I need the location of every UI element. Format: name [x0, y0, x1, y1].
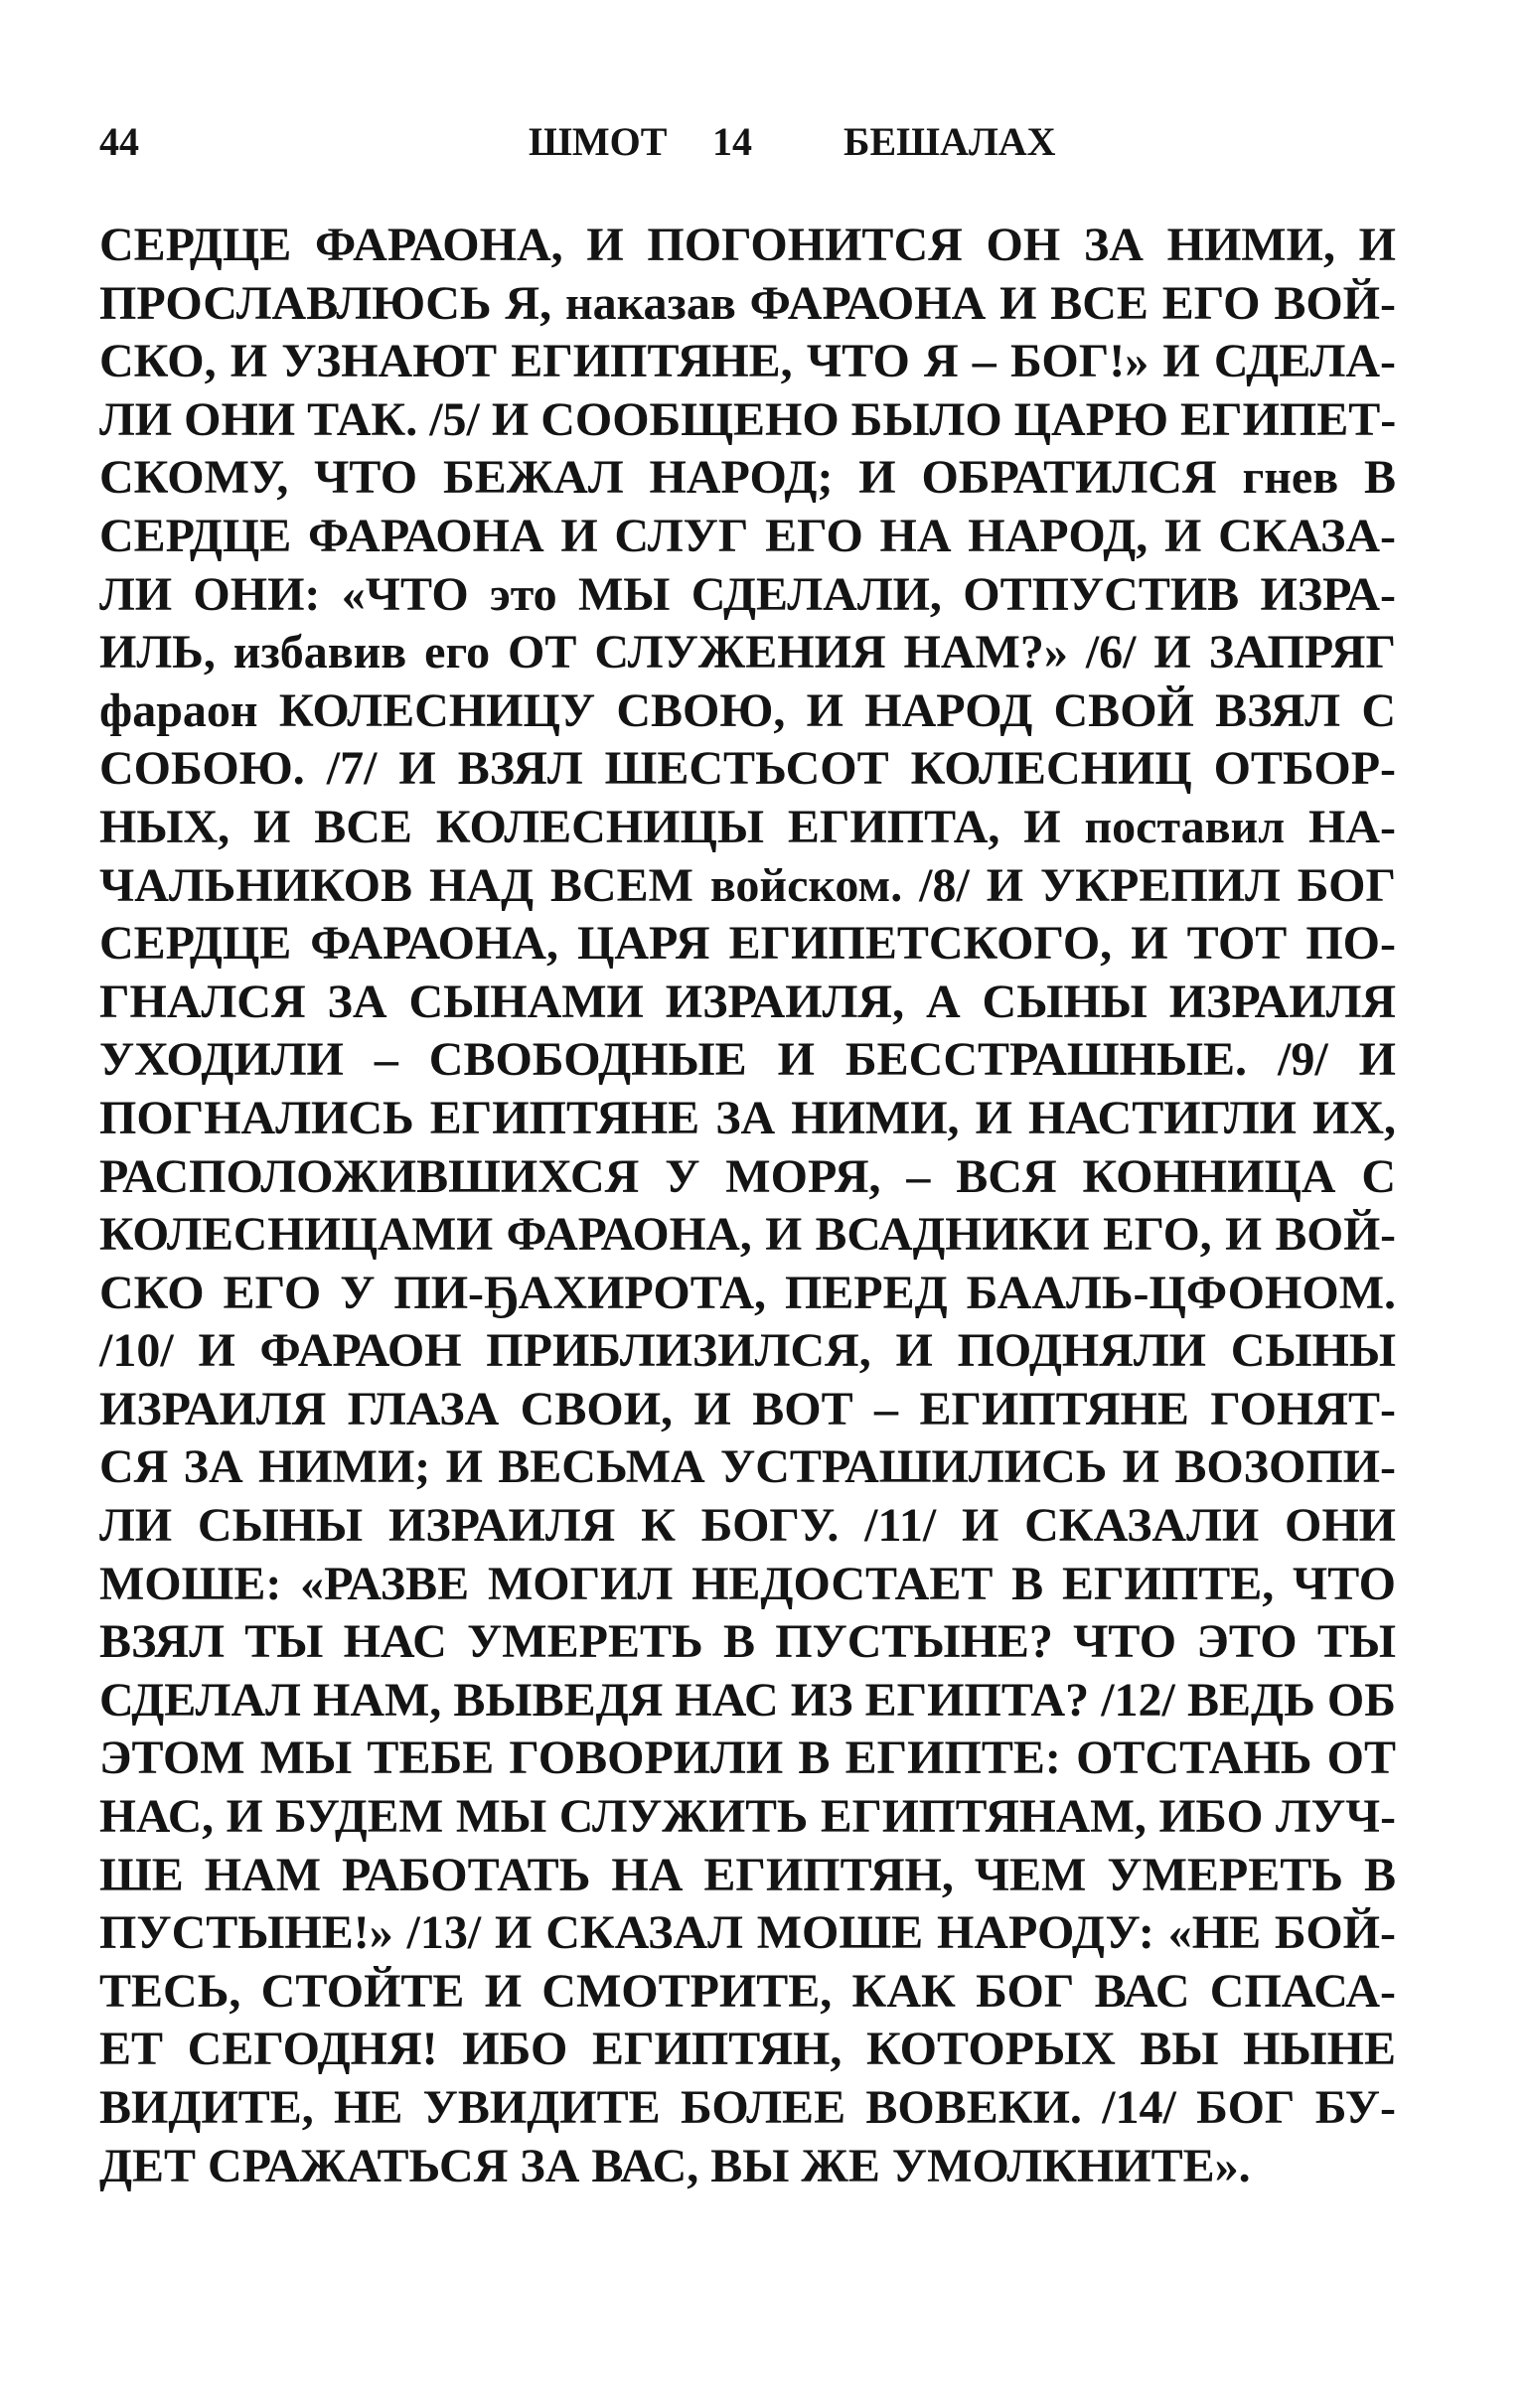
- text-line: ПУСТЫНЕ!» /13/ И СКАЗАЛ МОШЕ НАРОДУ: «НЕ БОЙ-: [99, 1906, 1396, 1960]
- text-line: /10/ И ФАРАОН ПРИБЛИЗИЛСЯ, И ПОДНЯЛИ СЫНЫ: [99, 1324, 1396, 1378]
- text-line: УХОДИЛИ – СВОБОДНЫЕ И БЕССТРАШНЫЕ. /9/ И: [99, 1033, 1396, 1087]
- text-line: НАС, И БУДЕМ МЫ СЛУЖИТЬ ЕГИПТЯНАМ, ИБО ЛУЧ-: [99, 1791, 1396, 1844]
- text-line: ДЕТ СРАЖАТЬСЯ ЗА ВАС, ВЫ ЖЕ УМОЛКНИТЕ».: [99, 2139, 1251, 2192]
- text-line: СКОМУ, ЧТО БЕЖАЛ НАРОД; И ОБРАТИЛСЯ гнев В: [99, 451, 1396, 505]
- text-line: СЕРДЦЕ ФАРАОНА, И ПОГОНИТСЯ ОН ЗА НИМИ, И: [99, 219, 1396, 271]
- text-line: ИЗРАИЛЯ ГЛАЗА СВОИ, И ВОТ – ЕГИПТЯНЕ ГОНЯТ-: [99, 1382, 1396, 1435]
- text-line: МОШЕ: «РАЗВЕ МОГИЛ НЕДОСТАЕТ В ЕГИПТЕ, ЧТО: [99, 1557, 1396, 1610]
- text-line: ПРОСЛАВЛЮСЬ Я, наказав ФАРАОНА И ВСЕ ЕГО ВОЙ-: [99, 276, 1396, 330]
- text-line: СЕРДЦЕ ФАРАОНА И СЛУГ ЕГО НА НАРОД, И СКАЗА-: [99, 509, 1396, 562]
- text-line: СДЕЛАЛ НАМ, ВЫВЕДЯ НАС ИЗ ЕГИПТА? /12/ ВЕДЬ ОБ: [99, 1673, 1396, 1727]
- text-line: ЭТОМ МЫ ТЕБЕ ГОВОРИЛИ В ЕГИПТЕ: ОТСТАНЬ ОТ: [99, 1731, 1396, 1785]
- running-header: [99, 117, 1391, 167]
- text-line: ГНАЛСЯ ЗА СЫНАМИ ИЗРАИЛЯ, А СЫНЫ ИЗРАИЛЯ: [99, 975, 1396, 1028]
- text-line: СЯ ЗА НИМИ; И ВЕСЬМА УСТРАШИЛИСЬ И ВОЗОПИ-: [99, 1440, 1396, 1494]
- text-line: ШЕ НАМ РАБОТАТЬ НА ЕГИПТЯН, ЧЕМ УМЕРЕТЬ В: [99, 1848, 1396, 1901]
- text-line: ЕТ СЕГОДНЯ! ИБО ЕГИПТЯН, КОТОРЫХ ВЫ НЫНЕ: [99, 2023, 1396, 2076]
- text-line: ИЛЬ, избавив его ОТ СЛУЖЕНИЯ НАМ?» /6/ И ЗАПРЯГ: [99, 626, 1396, 679]
- page-number: 44: [99, 119, 139, 164]
- text-line: КОЛЕСНИЦАМИ ФАРАОНА, И ВСАДНИКИ ЕГО, И ВОЙ-: [99, 1209, 1396, 1262]
- main-text-block: [99, 217, 1396, 2195]
- header-chapter-number: 14: [712, 119, 752, 164]
- text-line: ЛИ ОНИ ТАК. /5/ И СООБЩЕНО БЫЛО ЦАРЮ ЕГИПЕТ-: [99, 392, 1397, 446]
- header-parasha-title: БЕШАЛАХ: [843, 119, 1056, 164]
- text-line: ВИДИТЕ, НЕ УВИДИТЕ БОЛЕЕ ВОВЕКИ. /14/ БОГ БУ-: [99, 2081, 1396, 2134]
- text-line: РАСПОЛОЖИВШИХСЯ У МОРЯ, – ВСЯ КОННИЦА С: [99, 1149, 1396, 1203]
- text-line: ЧАЛЬНИКОВ НАД ВСЕМ войском. /8/ И УКРЕПИЛ БОГ: [99, 858, 1396, 912]
- text-line: НЫХ, И ВСЕ КОЛЕСНИЦЫ ЕГИПТА, И поставил НА-: [99, 800, 1396, 853]
- text-line: ПОГНАЛИСЬ ЕГИПТЯНЕ ЗА НИМИ, И НАСТИГЛИ ИХ,: [99, 1091, 1396, 1144]
- text-line: СКО ЕГО У ПИ-ҔАХИРОТА, ПЕРЕД БААЛЬ-ЦФОНОМ.: [99, 1266, 1396, 1319]
- text-line: СКО, И УЗНАЮТ ЕГИПТЯНЕ, ЧТО Я – БОГ!» И СДЕЛА-: [99, 335, 1396, 388]
- text-line: СЕРДЦЕ ФАРАОНА, ЦАРЯ ЕГИПЕТСКОГО, И ТОТ ПО-: [99, 917, 1396, 971]
- text-line: ЛИ ОНИ: «ЧТО это МЫ СДЕЛАЛИ, ОТПУСТИВ ИЗРА-: [99, 567, 1396, 621]
- text-line: ТЕСЬ, СТОЙТЕ И СМОТРИТЕ, КАК БОГ ВАС СПАСА-: [99, 1964, 1396, 2018]
- text-line: ВЗЯЛ ТЫ НАС УМЕРЕТЬ В ПУСТЫНЕ? ЧТО ЭТО ТЫ: [99, 1615, 1396, 1669]
- header-book-title: ШМОТ: [529, 119, 668, 164]
- text-line: ЛИ СЫНЫ ИЗРАИЛЯ К БОГУ. /11/ И СКАЗАЛИ ОНИ: [99, 1499, 1396, 1553]
- text-line: фараон КОЛЕСНИЦУ СВОЮ, И НАРОД СВОЙ ВЗЯЛ С: [99, 683, 1396, 737]
- text-line: СОБОЮ. /7/ И ВЗЯЛ ШЕСТЬСОТ КОЛЕСНИЦ ОТБОР-: [99, 742, 1396, 796]
